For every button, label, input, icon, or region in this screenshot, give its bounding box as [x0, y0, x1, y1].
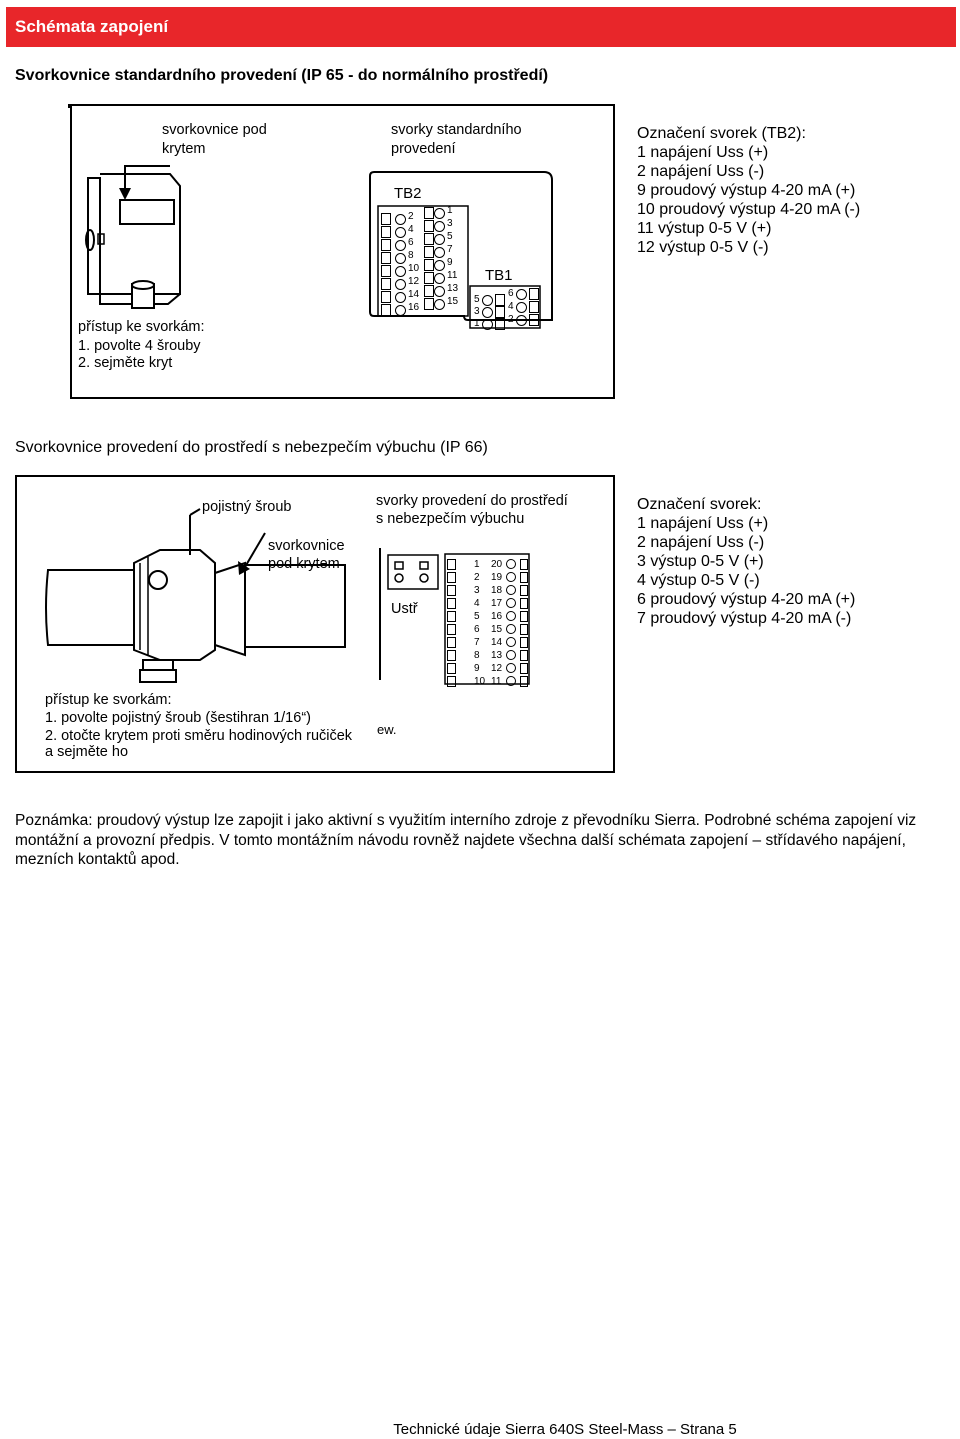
ex-cover-label-1: svorkovnice: [268, 538, 345, 554]
cover-label-2: krytem: [162, 141, 206, 157]
screw-label: pojistný šroub: [202, 499, 292, 515]
tb1-right-numbers: 6 4 2: [508, 288, 514, 325]
tb1-label: TB1: [485, 267, 513, 284]
note-text: Poznámka: proudový výstup lze zapojit i jako aktivní s využitím interního zdroje z převodníku Sierra. Podrobné schéma zapojení viz montážní a provozní předpis. V tomto montážním návodu rovněž najdete všechna další schémata zapojení – střídavého napájení, mezních kontaktů apod.: [15, 812, 917, 868]
housing-drawing: [70, 104, 370, 324]
page-title: Schémata zapojení: [15, 17, 169, 36]
footer: [0, 1421, 960, 1438]
ex-cover-label-2: pod krytem: [268, 556, 340, 572]
tb2-legend: Označení svorek (TB2): 1 napájení Uss (+) 2 napájení Uss (-) 9 proudový výstup 4-20 mA (+) 10 proudový výstup 4-20 mA (-) 11 výstup 0-5 V (+) 12 výstup 0-5 V (-): [637, 125, 861, 256]
ex-access-label-2: 1. povolte pojistný šroub (šestihran 1/16“): [45, 710, 311, 726]
tb2-left-numbers: 2 4 6 8 10 12 14 16: [408, 211, 420, 313]
ex-right-numbers: 20 19 18 17 16 15 14 13 12 11: [491, 559, 503, 687]
terminals-label-2: provedení: [391, 141, 456, 157]
header-bar: [6, 7, 956, 47]
ex-left-numbers: 1 2 3 4 5 6 7 8 9 10: [474, 559, 486, 687]
section1-title: Svorkovnice standardního provedení (IP 65 - do normálního prostředí): [15, 67, 549, 84]
ex-access-label-3: 2. otočte krytem proti směru hodinových ručiček: [45, 728, 353, 744]
section2-title: Svorkovnice provedení do prostředí s nebezpečím výbuchu (IP 66): [15, 439, 488, 456]
ex-access-label-4: a sejměte ho: [45, 744, 129, 760]
tb1-left-numbers: 5 3 1: [474, 294, 480, 329]
terminals-label-1: svorky standardního: [391, 122, 522, 138]
ustr-label: Ustř: [391, 601, 418, 617]
access-label-1: přístup ke svorkám:: [78, 319, 205, 335]
tb2-label: TB2: [394, 185, 422, 202]
access-label-2: 1. povolte 4 šrouby: [78, 338, 201, 354]
tb2-right-numbers: 1 3 5 7 9 11 13 15: [447, 205, 459, 307]
ex-terminals-label-1: svorky provedení do prostředí: [376, 493, 568, 509]
ex-legend: Označení svorek: 1 napájení Uss (+) 2 napájení Uss (-) 3 výstup 0-5 V (+) 4 výstup 0-5 V (-) 6 proudový výstup 4-20 mA (+) 7 proudový výstup 4-20 mA (-): [637, 496, 856, 627]
footer-text: Technické údaje Sierra 640S Steel-Mass – Strana 5: [393, 1421, 737, 1438]
ex-housing-drawing: [40, 505, 370, 690]
ex-terminals-label-2: s nebezpečím výbuchu: [376, 511, 525, 527]
ex-access-label-1: přístup ke svorkám:: [45, 692, 172, 708]
cover-label-1: svorkovnice pod: [162, 122, 267, 138]
access-label-3: 2. sejměte kryt: [78, 355, 173, 371]
stray-text: ew.: [377, 722, 397, 737]
